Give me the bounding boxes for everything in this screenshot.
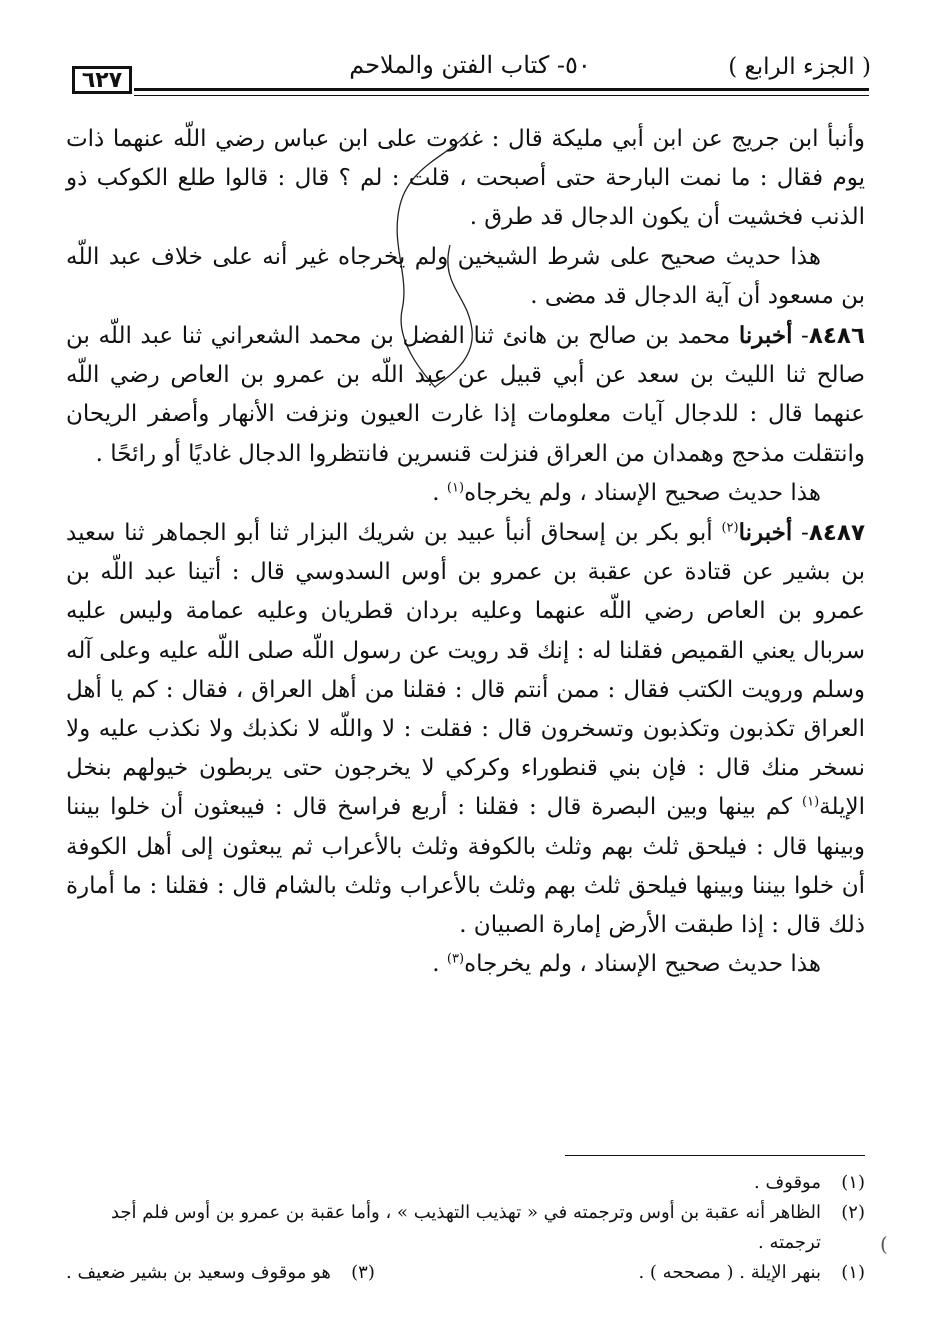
footnote-text: هو موقوف وسعيد بن بشير ضعيف . — [66, 1262, 331, 1283]
footnote-3b — [66, 1258, 375, 1288]
footnote-ref: (١) — [446, 480, 465, 496]
paragraph-grading-2 — [66, 474, 865, 513]
footnotes — [66, 1168, 865, 1288]
footnote-3a — [638, 1258, 865, 1288]
footnote-number: (٣) — [351, 1262, 375, 1283]
main-text — [66, 120, 865, 984]
hadith-text: محمد بن صالح بن هانئ ثنا الفضل بن محمد الشعراني ثنا عبد اللّه بن صالح ثنا الليث بن سعد عن أبي قبيل عن عبد اللّه بن عمرو بن العاص رضي اللّه عنهما قال : للدجال آيات معلومات إذا غارت العيون ونزفت الأنهار وأصفر الريحان وانتقلت مذحج وهمدان من العراق فنزلت قنسرين فانتظروا الدجال غاديًا أو رائحًا . — [66, 323, 865, 467]
footnote-number: (١) — [841, 1172, 865, 1193]
footnote-number: (٢) — [841, 1202, 865, 1223]
hadith-number: ٨٤٨٦ — [808, 323, 865, 350]
footnote-ref: (٣) — [446, 951, 465, 967]
hadith-separator: - — [792, 520, 809, 547]
paragraph-ibn-abbas: وأنبأ ابن جريج عن ابن أبي مليكة قال : غدوت على ابن عباس رضي اللّه عنهما ذات يوم فقال : ما نمت البارحة حتى أصبحت ، قلت : لم ؟ قال : قالوا طلع الكوكب ذو الذنب فخشيت أن يكون الدجال قد طرق . — [66, 126, 865, 231]
footnote-ref: (١) — [802, 794, 820, 810]
footnote-number: (١) — [841, 1262, 865, 1283]
hadith-text-part-1: أبو بكر بن إسحاق أنبأ عبيد بن شريك البزار ثنا أبو الجماهر ثنا سعيد بن بشير عن قتادة عن عقبة بن عمرو بن أوس السدوسي قال : أتينا عبد اللّه بن عمرو بن العاص رضي اللّه عنهما وعليه بردان قطريان وعليه عمامة وليس عليه سربال يعني القميص فقلنا له : إنك قد رويت عن رسول اللّه صلى اللّه عليه وعلى آله وسلم ورويت الكتب فقال : ممن أنتم قال : فقلنا من أهل العراق ، فقال : كم يا أهل العراق تكذبون وتكذبون وتسخرون قال : فقلت : لا واللّه لا نكذبك ولا نكذب عليه ولا نسخر منك قال : فإن بني قنطوراء وكركي لا يخرجون حتى يربطون خيولهم بنخل الإيلة — [66, 520, 865, 821]
footnote-text: موقوف . — [754, 1172, 821, 1193]
hadith-separator: - — [792, 323, 809, 350]
paragraph-grading-1: هذا حديث صحيح على شرط الشيخين ولم يخرجاه غير أنه على خلاف عبد اللّه بن مسعود أن آية الدجال قد مضى . — [66, 243, 865, 309]
hadith-lead-word: أخبرنا — [738, 322, 793, 350]
hadith-8486 — [66, 316, 865, 474]
grading-end: . — [432, 479, 447, 506]
grading-text: هذا حديث صحيح الإسناد ، ولم يخرجاه — [464, 951, 821, 978]
hadith-8487 — [66, 513, 865, 945]
paragraph-grading-3 — [66, 945, 865, 984]
footnote-1 — [66, 1168, 865, 1198]
page-number: ٦٢٧ — [72, 66, 132, 94]
footnote-row-last — [66, 1258, 865, 1288]
hadith-number: ٨٤٨٧ — [808, 520, 865, 547]
footnote-rule — [565, 1155, 865, 1156]
header-rule-thick — [134, 88, 869, 91]
hadith-text-part-2: كم بينها وبين البصرة قال : فقلنا : أربع فراسخ قال : فيبعثون أن خلوا بيننا وبينها قال : فيلحق ثلث بهم وثلث بالكوفة وثلث بالأعراب ثم يبعثون إلى أهل الكوفة أن خلوا بيننا وبينها فيلحق ثلث بهم وثلث بالأعراب وثلث بالشام قال : فقلنا : ما أمارة ذلك قال : إذا طبقت الأرض إمارة الصبيان . — [66, 794, 865, 939]
footnote-2 — [66, 1198, 865, 1258]
grading-text: هذا حديث صحيح الإسناد ، ولم يخرجاه — [464, 479, 821, 506]
header-rule-thin — [134, 95, 869, 96]
margin-mark: ) — [880, 1232, 888, 1256]
footnote-text: الظاهر أنه عقبة بن أوس وترجمته في « تهذيب التهذيب » ، وأما عقبة بن عمرو بن أوس فلم أجد ترجمته . — [110, 1202, 821, 1253]
grading-end: . — [432, 951, 447, 978]
footnote-ref: (٢) — [721, 520, 739, 536]
footnote-text: بنهر الإيلة . ( مصححه ) . — [638, 1262, 821, 1283]
hadith-lead-word: أخبرنا — [738, 519, 793, 547]
header-book-title: ٥٠- كتاب الفتن والملاحم — [349, 51, 591, 79]
header-part-label: ( الجزء الرابع ) — [728, 54, 871, 80]
